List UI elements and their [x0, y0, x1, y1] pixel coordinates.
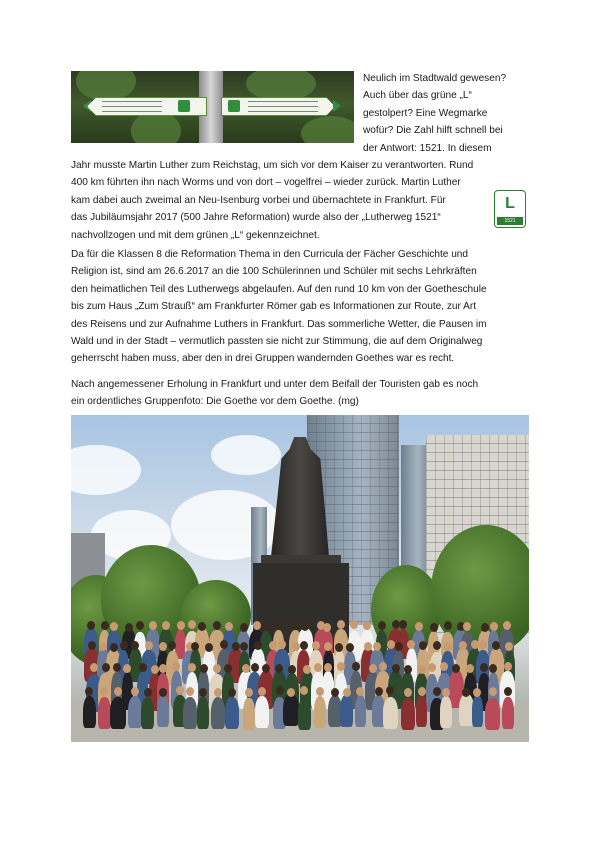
student-figure [298, 698, 311, 730]
group-photo [71, 415, 529, 742]
student-head [504, 687, 512, 696]
student-head [404, 665, 412, 674]
student-head [428, 663, 436, 672]
student-head [337, 620, 345, 629]
student-head [254, 641, 262, 650]
student-head [314, 663, 322, 672]
student-head [262, 621, 270, 630]
student-head [144, 688, 152, 697]
student-head [479, 640, 487, 649]
student-figure [283, 694, 299, 726]
student-head [444, 642, 452, 651]
intro-text [363, 70, 524, 157]
student-head [278, 640, 286, 649]
student-head [200, 664, 208, 673]
signpost-photo [71, 71, 354, 143]
signpost-left-sign [87, 97, 207, 116]
student-head [356, 687, 364, 696]
text-line: Religion ist, sind am 26.6.2017 an die 100 Schülerinnen und Schüler mit sechs Lehrkräften [71, 266, 477, 278]
text-line: kam dabei auch zweimal an Neu-Isenburg vorbei und übernachtete in Frankfurt. Für [71, 195, 446, 206]
student-figure [110, 697, 126, 729]
lutherweg-logo [494, 190, 526, 228]
student-head [331, 688, 339, 697]
student-figure [502, 697, 514, 729]
student-head [258, 687, 266, 696]
student-head [188, 663, 196, 672]
paragraph-1 [71, 157, 524, 192]
student-figure [485, 698, 500, 730]
student-head [240, 623, 248, 632]
student-head [415, 622, 423, 631]
student-head [300, 641, 308, 650]
student-figure [383, 697, 399, 729]
student-head [85, 687, 93, 696]
text-line: nachvollzogen und mit dem grünen „L“ gekennzeichnet. [71, 229, 320, 241]
student-head [442, 688, 450, 697]
student-head [503, 621, 511, 630]
student-head [177, 621, 185, 630]
text-line: Jahr musste Martin Luther zum Reichstag, um sich vor dem Kaiser zu verantworten. Rund [71, 160, 474, 171]
student-head [159, 642, 167, 651]
text-line: ein ordentliches Gruppenfoto: Die Goethe vor dem Goethe. (mg) [71, 396, 359, 408]
text-line: das Jubiläumsjahr 2017 (500 Jahre Reformation) wurde also der „Lutherweg 1521“ [71, 212, 441, 224]
student-figure [340, 695, 352, 727]
student-figure [416, 695, 428, 727]
text-line: 400 km führten ihn nach Worms und von dort – vogelfrei – wieder zurück. Martin Luther [71, 177, 461, 189]
student-head [363, 621, 371, 630]
student-head [123, 664, 131, 673]
student-head [125, 623, 133, 632]
student-head [291, 620, 299, 629]
student-head [288, 665, 296, 674]
student-head [101, 621, 109, 630]
student-head [213, 621, 221, 630]
student-head [151, 665, 159, 674]
text-line: Nach angemessener Erholung in Frankfurt und unter dem Beifall der Touristen gab es noch [71, 379, 479, 390]
student-head [110, 643, 118, 652]
student-head [113, 663, 121, 672]
student-figure [225, 697, 239, 729]
student-head [102, 663, 110, 672]
student-figure [141, 697, 155, 729]
text-line: Da für die Klassen 8 die Reformation Thema in den Curricula der Fächer Geschichte und [71, 249, 469, 260]
text-line: Neulich im Stadtwald gewesen? [363, 73, 507, 84]
text-line: bis zum Haus „Zum Strauß“ am Frankfurter Römer gab es Informationen zur Route, zur Art [71, 301, 477, 313]
text-line: Wald und in der Stadt – vermutlich passten sie nicht zur Stimmung, die auf dem Originalweg [71, 336, 483, 348]
paragraph-3 [71, 376, 524, 411]
student-head [430, 623, 438, 632]
student-head [120, 641, 128, 650]
student-head [274, 620, 282, 629]
student-head [162, 621, 170, 630]
student-head [136, 621, 144, 630]
student-head [253, 621, 261, 630]
text-line: den heimatlichen Teil des Lutherwegs abgelaufen. Auf den rund 10 km von der Goetheschule [71, 283, 487, 295]
student-head [490, 622, 498, 631]
student-head [100, 687, 108, 696]
lutherweg-sign-icon [178, 100, 190, 112]
lutherweg-sign-icon [228, 100, 240, 112]
student-head [323, 623, 331, 632]
text-line: des Reisens und zur Aufnahme Luthers in Frankfurt. Das sommerliche Wetter, die Pausen im [71, 318, 487, 330]
student-head [378, 621, 386, 630]
student-head [88, 641, 96, 650]
student-head [303, 665, 311, 674]
student-head [198, 622, 206, 631]
student-head [350, 620, 358, 629]
student-head [276, 686, 284, 695]
student-head [489, 687, 497, 696]
student-head [364, 642, 372, 651]
signpost-right-sign [221, 97, 335, 116]
student-head [188, 620, 196, 629]
student-head [463, 622, 471, 631]
lutherweg-l-icon: L [505, 195, 515, 212]
student-head [232, 642, 240, 651]
student-head [176, 686, 184, 695]
student-head [343, 688, 351, 697]
student-head [444, 621, 452, 630]
student-figure [98, 697, 111, 729]
student-head [480, 663, 488, 672]
student-head [369, 664, 377, 673]
student-head [172, 662, 180, 671]
student-head [433, 641, 441, 650]
student-head [159, 664, 167, 673]
student-head [404, 688, 412, 697]
student-figure [83, 696, 96, 728]
student-figure [255, 696, 269, 728]
text-line: geherrscht haben muss, aber den in drei Gruppen wandernden Goethes war es recht. [71, 353, 455, 365]
text-line: der Antwort: 1521. In diesem [363, 142, 492, 154]
student-head [205, 643, 213, 652]
student-head [395, 642, 403, 651]
text-line: wofür? Die Zahl hilft schnell bei [363, 125, 503, 137]
student-figure [314, 696, 326, 728]
student-figure [401, 698, 415, 730]
student-figure [128, 696, 142, 728]
student-figure [243, 698, 254, 730]
student-head [251, 663, 259, 672]
student-head [287, 688, 295, 697]
student-figure [472, 695, 483, 727]
student-head [392, 664, 400, 673]
student-head [139, 663, 147, 672]
student-figure [440, 696, 452, 728]
student-head [131, 687, 139, 696]
student-head [373, 642, 381, 651]
student-figure [211, 697, 225, 729]
student-head [418, 687, 426, 696]
student-head [159, 688, 167, 697]
student-head [418, 665, 426, 674]
student-head [228, 688, 236, 697]
student-head [481, 623, 489, 632]
logo-year-label: 1521 [497, 217, 523, 225]
student-group [81, 610, 521, 730]
student-head [399, 620, 407, 629]
student-head [224, 664, 232, 673]
student-head [346, 643, 354, 652]
student-head [242, 664, 250, 673]
student-head [352, 662, 360, 671]
student-head [379, 662, 387, 671]
text-line: gestolpert? Eine Wegmarke [363, 107, 488, 119]
student-figure [157, 695, 168, 727]
paragraph-2 [71, 246, 524, 368]
student-figure [197, 697, 209, 729]
student-head [110, 622, 118, 631]
text-line: Auch über das grüne „L“ [363, 90, 472, 102]
student-figure [355, 695, 366, 727]
student-figure [183, 697, 197, 729]
student-head [90, 663, 98, 672]
paragraph-1-continued [71, 192, 486, 244]
